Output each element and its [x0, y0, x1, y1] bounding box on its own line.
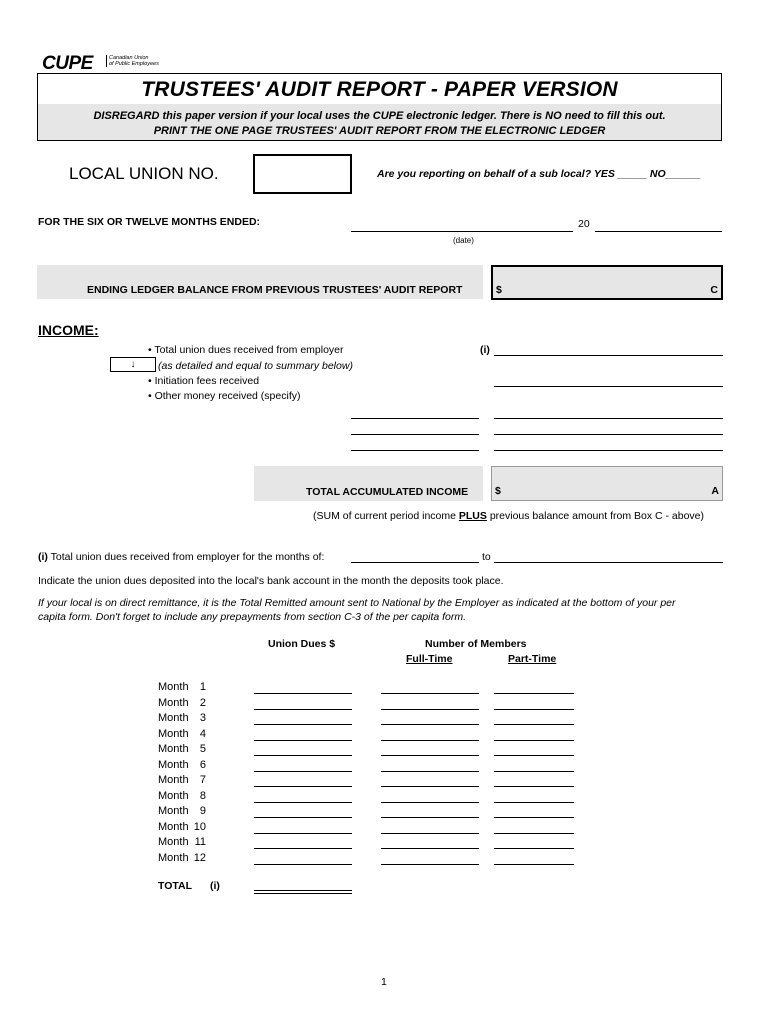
box-a-currency: $ [495, 485, 501, 497]
month-label: Month [158, 851, 189, 864]
month-number: 5 [199, 743, 206, 755]
month-number: 3 [199, 712, 206, 724]
month-parttime-field[interactable] [494, 848, 574, 849]
month-row-label [158, 728, 206, 740]
cupe-logo: CUPE [42, 53, 93, 74]
month-parttime-field[interactable] [494, 864, 574, 865]
month-fulltime-field[interactable] [381, 755, 479, 756]
month-number: 10 [193, 820, 206, 833]
total-income-label: TOTAL ACCUMULATED INCOME [306, 486, 469, 498]
month-dues-field[interactable] [254, 833, 352, 834]
month-row-label [158, 852, 206, 864]
month-row-label [158, 743, 206, 755]
date-caption: (date) [453, 236, 474, 245]
month-parttime-field[interactable] [494, 833, 574, 834]
sub-local-question[interactable]: Are you reporting on behalf of a sub local? YES _____ NO______ [377, 168, 701, 180]
month-number: 9 [199, 805, 206, 817]
month-label: Month [158, 805, 189, 817]
month-dues-field[interactable] [254, 709, 352, 710]
month-parttime-field[interactable] [494, 740, 574, 741]
other-amount-field-1[interactable] [494, 418, 723, 419]
sum-note-plus: PLUS [458, 510, 487, 522]
month-fulltime-field[interactable] [381, 802, 479, 803]
total-dues-field[interactable] [254, 890, 352, 894]
col-union-dues: Union Dues $ [268, 638, 336, 650]
month-dues-field[interactable] [254, 724, 352, 725]
month-fulltime-field[interactable] [381, 771, 479, 772]
box-c-field[interactable] [491, 265, 723, 300]
month-fulltime-field[interactable] [381, 786, 479, 787]
ending-balance-label: ENDING LEDGER BALANCE FROM PREVIOUS TRUSTEES' AUDIT REPORT [87, 284, 463, 296]
month-dues-field[interactable] [254, 802, 352, 803]
local-union-number-field[interactable] [253, 154, 352, 194]
month-parttime-field[interactable] [494, 709, 574, 710]
report-title: TRUSTEES' AUDIT REPORT - PAPER VERSION [141, 78, 618, 101]
month-number: 8 [199, 789, 206, 802]
logo-sub-line-1: Canadian Union [109, 55, 149, 61]
month-dues-field[interactable] [254, 786, 352, 787]
dues-amount-field[interactable] [494, 355, 723, 356]
month-parttime-field[interactable] [494, 755, 574, 756]
box-c-currency: $ [496, 284, 502, 296]
month-row-label [158, 759, 206, 771]
month-fulltime-field[interactable] [381, 864, 479, 865]
other-spec-field-3[interactable] [351, 450, 479, 451]
month-label: Month [158, 696, 189, 709]
month-fulltime-field[interactable] [381, 740, 479, 741]
month-label: Month [158, 743, 189, 755]
month-label: Month [158, 820, 189, 833]
initiation-amount-field[interactable] [494, 386, 723, 387]
month-label: Month [158, 789, 189, 802]
month-dues-field[interactable] [254, 817, 352, 818]
remittance-note-2: capita form. Don't forget to include any prepayments from section C-3 of the per capita form. [38, 611, 467, 623]
total-marker: (i) [210, 880, 220, 892]
disregard-line-2: PRINT THE ONE PAGE TRUSTEES' AUDIT REPORT FROM THE ELECTRONIC LEDGER [153, 125, 606, 137]
other-amount-field-2[interactable] [494, 434, 723, 435]
month-parttime-field[interactable] [494, 693, 574, 694]
sum-note-post: previous balance amount from Box C - above) [486, 510, 705, 522]
month-dues-field[interactable] [254, 740, 352, 741]
col-number-of-members: Number of Members [425, 638, 527, 650]
local-union-label: LOCAL UNION NO. [69, 164, 219, 183]
month-dues-field[interactable] [254, 771, 352, 772]
month-label: Month [158, 712, 189, 724]
total-label: TOTAL [158, 880, 193, 892]
period-date-field[interactable] [351, 231, 573, 232]
month-number: 11 [194, 836, 206, 848]
month-dues-field[interactable] [254, 848, 352, 849]
months-to-field[interactable] [494, 562, 723, 563]
month-dues-field[interactable] [254, 755, 352, 756]
months-to-label: to [482, 551, 491, 563]
box-a-letter: A [711, 485, 719, 497]
month-fulltime-field[interactable] [381, 848, 479, 849]
income-heading: INCOME: [38, 322, 99, 338]
arrow-down-icon: ↓ [110, 357, 156, 372]
period-year-field[interactable] [595, 231, 722, 232]
income-item-dues: • Total union dues received from employer [148, 344, 344, 356]
month-label: Month [158, 681, 189, 693]
month-fulltime-field[interactable] [381, 724, 479, 725]
income-item-other: • Other money received (specify) [148, 390, 301, 402]
month-row-label [158, 697, 206, 709]
month-parttime-field[interactable] [494, 724, 574, 725]
month-dues-field[interactable] [254, 864, 352, 865]
month-label: Month [158, 758, 189, 771]
month-label: Month [158, 774, 189, 786]
sum-note [313, 510, 704, 522]
month-row-label [158, 805, 206, 817]
month-number: 1 [199, 681, 206, 693]
month-row-label [158, 836, 206, 848]
month-parttime-field[interactable] [494, 786, 574, 787]
months-from-field[interactable] [351, 562, 479, 563]
col-full-time: Full-Time [406, 653, 453, 665]
month-number: 12 [193, 851, 206, 864]
cupe-logo-subtitle [106, 55, 159, 67]
month-fulltime-field[interactable] [381, 817, 479, 818]
period-label: FOR THE SIX OR TWELVE MONTHS ENDED: [38, 216, 261, 228]
month-row-label [158, 821, 206, 833]
page-number: 1 [381, 976, 387, 988]
logo-sub-line-2: of Public Employees [109, 61, 159, 67]
other-amount-field-3[interactable] [494, 450, 723, 451]
dues-months-marker: (i) [38, 551, 48, 563]
month-number: 7 [199, 774, 206, 786]
month-row-label [158, 681, 206, 693]
month-label: Month [158, 836, 189, 848]
remittance-note-1: If your local is on direct remittance, it is the Total Remitted amount sent to National by the Employer as indicated at the bottom of your per [38, 597, 676, 609]
month-fulltime-field[interactable] [381, 833, 479, 834]
month-row-label [158, 712, 206, 724]
month-row-label [158, 774, 206, 786]
month-number: 2 [199, 696, 206, 709]
box-a-field[interactable] [491, 466, 723, 501]
month-number: 4 [199, 727, 206, 740]
month-parttime-field[interactable] [494, 802, 574, 803]
other-spec-field-1[interactable] [351, 418, 479, 419]
other-spec-field-2[interactable] [351, 434, 479, 435]
month-fulltime-field[interactable] [381, 709, 479, 710]
month-number: 6 [199, 758, 206, 771]
month-dues-field[interactable] [254, 693, 352, 694]
month-parttime-field[interactable] [494, 817, 574, 818]
month-label: Month [158, 727, 189, 740]
dues-months-text: Total union dues received from employer for the months of: [47, 551, 325, 563]
sum-note-pre: (SUM of current period income [313, 510, 459, 522]
box-c-letter: C [710, 284, 718, 296]
income-item-dues-note: (as detailed and equal to summary below) [158, 360, 353, 372]
year-prefix: 20 [578, 218, 590, 230]
month-parttime-field[interactable] [494, 771, 574, 772]
dues-marker: (i) [480, 344, 490, 356]
month-row-label [158, 790, 206, 802]
col-part-time: Part-Time [508, 653, 557, 665]
indicate-note: Indicate the union dues deposited into the local's bank account in the month the deposits took place. [38, 575, 504, 587]
month-fulltime-field[interactable] [381, 693, 479, 694]
dues-months-label [38, 551, 324, 563]
income-item-initiation: • Initiation fees received [148, 375, 260, 387]
disregard-line-1: DISREGARD this paper version if your local uses the CUPE electronic ledger. There is NO need to fill this out. [93, 110, 666, 122]
